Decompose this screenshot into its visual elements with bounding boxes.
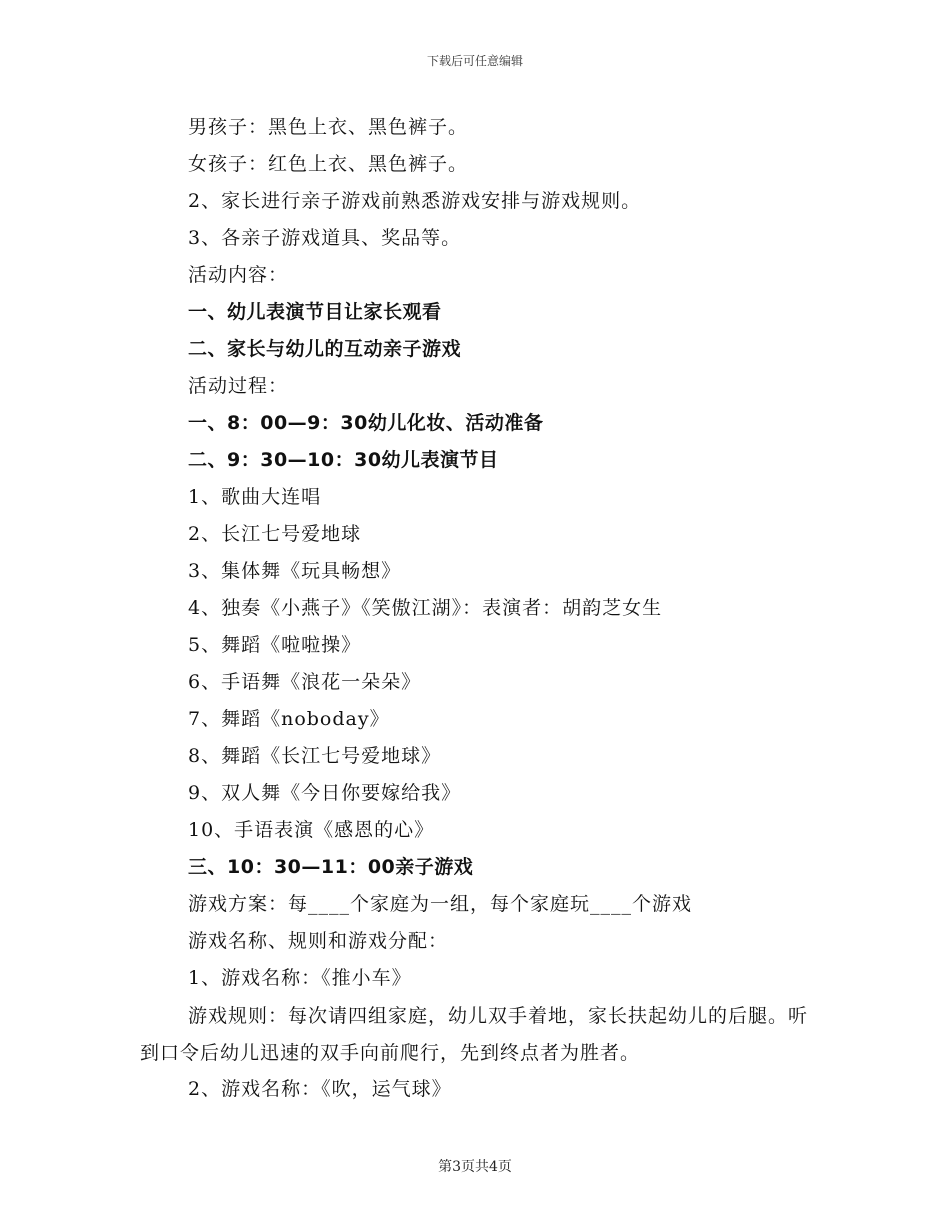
list-item: 1、歌曲大连唱	[188, 486, 322, 508]
section-heading: 一、8：00—9：30幼儿化妆、活动准备	[188, 412, 544, 434]
section-heading: 二、9：30—10：30幼儿表演节目	[188, 449, 499, 471]
section-heading: 二、家长与幼儿的互动亲子游戏	[188, 338, 462, 360]
list-item: 9、双人舞《今日你要嫁给我》	[188, 782, 462, 804]
text-line: 3、各亲子游戏道具、奖品等。	[188, 227, 462, 249]
list-item: 5、舞蹈《啦啦操》	[188, 634, 362, 656]
list-item: 1、游戏名称：《推小车》	[188, 967, 412, 989]
list-item: 8、舞蹈《长江七号爱地球》	[188, 745, 442, 767]
rules-paragraph: 游戏规则：每次请四组家庭，幼儿双手着地，家长扶起幼儿的后腿。听到口令后幼儿迅速的双手向前爬行，先到终点者为胜者。	[140, 1005, 809, 1064]
section-heading: 一、幼儿表演节目让家长观看	[188, 301, 442, 323]
text-line: 女孩子：红色上衣、黑色裤子。	[188, 153, 469, 175]
list-item: 2、游戏名称：《吹，运气球》	[188, 1078, 452, 1100]
page-footer: 第3页共4页	[438, 1159, 512, 1175]
list-item: 2、长江七号爱地球	[188, 523, 362, 545]
section-heading: 三、10：30—11：00亲子游戏	[188, 856, 474, 878]
text-line: 2、家长进行亲子游戏前熟悉游戏安排与游戏规则。	[188, 190, 642, 212]
page-header: 下载后可任意编辑	[426, 54, 523, 68]
list-item: 7、舞蹈《noboday》	[188, 708, 390, 730]
text-line: 男孩子：黑色上衣、黑色裤子。	[188, 116, 469, 138]
list-item: 10、手语表演《感恩的心》	[188, 819, 435, 841]
text-line: 活动内容：	[188, 264, 289, 286]
list-item: 3、集体舞《玩具畅想》	[188, 560, 402, 582]
text-line: 活动过程：	[188, 375, 289, 397]
text-line: 游戏方案：每____个家庭为一组，每个家庭玩____个游戏	[188, 893, 693, 915]
list-item: 6、手语舞《浪花一朵朵》	[188, 671, 422, 693]
text-line: 游戏名称、规则和游戏分配：	[188, 930, 449, 952]
list-item: 4、独奏《小燕子》《笑傲江湖》：表演者：胡韵芝女生	[188, 597, 663, 619]
